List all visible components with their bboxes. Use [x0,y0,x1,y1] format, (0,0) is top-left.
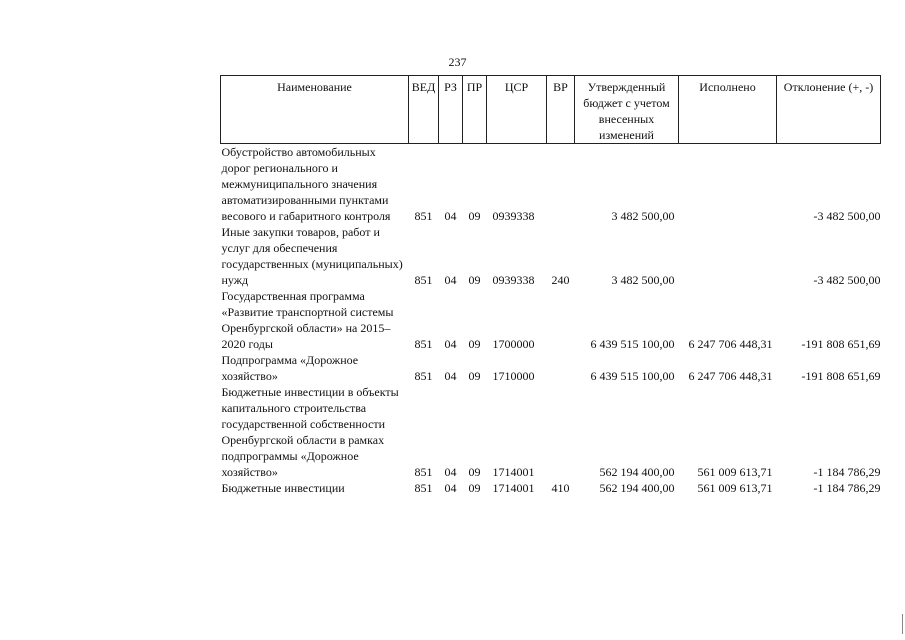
row-vr: 410 [551,481,570,495]
row-name: Иные закупки товаров, работ и услуг для обеспечения государственных (муниципальных) нужд [221,225,403,287]
header-executed: Исполнено [679,76,777,144]
row-executed: 561 009 613,71 [697,481,773,495]
row-csr: 1710000 [492,369,535,383]
row-vr [547,384,575,480]
row-csr: 0939338 [492,209,535,223]
row-vr [547,144,575,225]
row-csr: 1714001 [492,465,535,479]
row-ved: 851 [414,369,433,383]
row-approved: 562 194 400,00 [599,465,675,479]
header-ved: ВЕД [409,76,439,144]
row-name: Бюджетные инвестиции в объекты капитального строительства государственной собственности Оренбургской области в рамках подпрограммы «Дорожное хозяйство» [221,385,399,479]
page-number: 237 [448,55,467,69]
row-deviation: -191 808 651,69 [801,369,881,383]
row-ved: 851 [414,273,433,287]
header-name: Наименование [221,76,409,144]
row-vr [547,352,575,384]
table-row [221,352,881,384]
row-approved: 3 482 500,00 [611,273,675,287]
table-row [221,384,881,480]
row-pr: 09 [468,209,481,223]
budget-table [220,75,881,496]
row-executed: 6 247 706 448,31 [688,369,773,383]
row-approved: 6 439 515 100,00 [590,369,675,383]
row-pr: 09 [468,337,481,351]
row-ved: 851 [414,209,433,223]
header-pr: ПР [463,76,487,144]
header-deviation: Отклонение (+, -) [777,76,881,144]
row-deviation: -3 482 500,00 [813,209,881,223]
row-pr: 09 [468,273,481,287]
row-deviation: -1 184 786,29 [813,481,881,495]
row-ved: 851 [414,465,433,479]
table-header-row [221,76,881,144]
row-name: Бюджетные инвестиции [221,481,345,495]
header-approved: Утвержденный бюджет с учетом внесенных изменений [575,76,679,144]
row-rz: 04 [444,369,457,383]
row-rz: 04 [444,337,457,351]
table-row [221,224,881,288]
row-executed: 6 247 706 448,31 [688,337,773,351]
row-name: Государственная программа «Развитие транспортной системы Оренбургской области» на 2015–2020 годы [221,289,394,351]
row-csr: 1700000 [492,337,535,351]
table-row [221,288,881,352]
row-approved: 3 482 500,00 [611,209,675,223]
row-executed: 561 009 613,71 [697,465,773,479]
row-pr: 09 [468,465,481,479]
header-vr: ВР [547,76,575,144]
row-rz: 04 [444,209,457,223]
row-rz: 04 [444,273,457,287]
row-deviation: -191 808 651,69 [801,337,881,351]
row-csr: 1714001 [492,481,535,495]
row-executed [679,144,777,225]
table-row [221,144,881,225]
scan-margin-mark [902,614,903,634]
row-ved: 851 [414,481,433,495]
row-pr: 09 [468,369,481,383]
row-name: Подпрограмма «Дорожное хозяйство» [221,353,359,383]
row-pr: 09 [468,481,481,495]
row-ved: 851 [414,337,433,351]
table-row [221,480,881,496]
row-vr: 240 [551,273,570,287]
row-name: Обустройство автомобильных дорог регионального и межмуниципального значения автоматизированными пунктами весового и габаритного контроля [221,145,391,223]
row-executed [679,224,777,288]
row-csr: 0939338 [492,273,535,287]
header-csr: ЦСР [487,76,547,144]
row-approved: 562 194 400,00 [599,481,675,495]
row-approved: 6 439 515 100,00 [590,337,675,351]
row-deviation: -3 482 500,00 [813,273,881,287]
row-rz: 04 [444,465,457,479]
header-rz: РЗ [439,76,463,144]
row-rz: 04 [444,481,457,495]
row-deviation: -1 184 786,29 [813,465,881,479]
row-vr [547,288,575,352]
